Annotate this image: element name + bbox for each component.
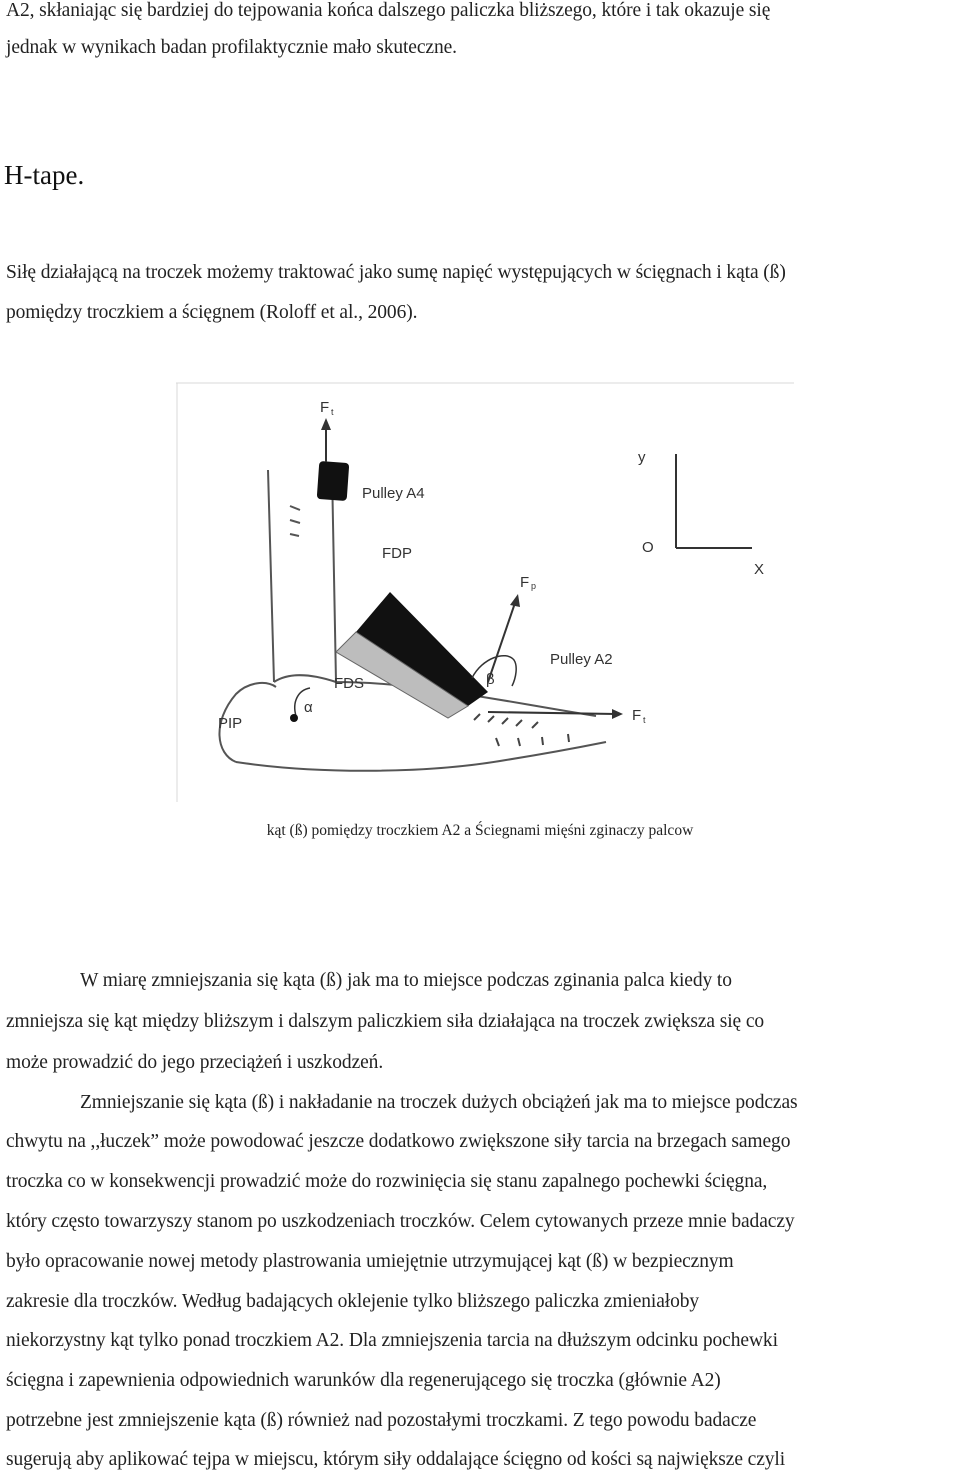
label-ft-right: F [632,707,642,724]
label-fdp: FDP [382,545,412,562]
label-alpha: α [304,699,313,716]
label-axis-y: y [638,449,646,466]
para3-line-8: ścięgna i zapewnienia odpowiednich warunków dla regenerującego się troczka (głównie A2) [6,1370,721,1391]
para3-line-3: troczka co w konsekwencji prowadzić może do rozwinięcia się stanu zapalnego pochewki ścięgna, [6,1171,768,1192]
para3-line-5: było opracowanie nowej metody plastrowania umiejętnie utrzymującej kąt (ß) w bezpiecznym [6,1251,734,1272]
pulley-diagram [176,382,796,802]
label-fp: F [520,574,530,591]
figure-caption: kąt (ß) pomiędzy troczkiem A2 a Ściegnami mięśni zginaczy palcow [266,822,694,839]
para2-line-1: W miarę zmniejszania się kąta (ß) jak ma to miejsce podczas zginania palca kiedy to [80,970,732,991]
para3-line-2: chwytu na ,,łuczek” może powodować jeszcze dodatkowo zwiększone siły tarcia na brzegach samego [6,1131,791,1152]
pulley-a4-shape [317,461,350,501]
para2-line-2: zmniejsza się kąt między bliższym i dalszym paliczkiem siła działająca na troczek zwiększa się co [6,1011,765,1032]
pulley-a2-dashes [474,714,569,746]
label-beta: β [486,671,495,688]
para3-line-7: niekorzystny kąt tylko ponad troczkiem A2. Dla zmniejszenia tarcia na dłuższym odcinku pochewki [6,1330,778,1351]
label-pulley-a2: Pulley A2 [550,651,613,668]
label-ft-top-sub: t [331,407,334,417]
para1-line-1: Siłę działającą na troczek możemy traktować jako sumę napięć występujących w ścięgnach i kąta (ß) [6,262,786,283]
para3-line-4: który często towarzyszy stanom po uszkodzeniach troczków. Celem cytowanych przeze mnie badaczy [6,1211,795,1232]
para3-line-9: potrzebne jest zmniejszenie kąta (ß) również nad pozostałymi troczkami. Z tego powodu badacze [6,1410,757,1431]
label-axis-o: O [642,539,654,556]
intro-line-2: jednak w wynikach badan profilaktycznie mało skuteczne. [6,37,457,58]
para3-line-1: Zmniejszanie się kąta (ß) i nakładanie na troczek dużych obciążeń jak ma to miejsce podczas [80,1092,798,1113]
para3-line-6: zakresie dla troczków. Według badających oklejenie tylko bliższego paliczka zmieniałoby [6,1291,700,1312]
para2-line-3: może prowadzić do jego przeciążeń i uszkodzeń. [6,1052,384,1073]
section-heading: H-tape. [4,160,85,190]
label-axis-x: X [754,561,765,578]
para1-line-2: pomiędzy troczkiem a ścięgnem (Roloff et al., 2006). [6,302,418,323]
label-ft-top: F [320,399,330,416]
label-pip: PIP [218,715,243,732]
label-pulley-a4: Pulley A4 [362,485,425,502]
label-ft-right-sub: t [643,715,646,725]
pip-joint-dot [290,714,298,722]
intro-line-1: A2, skłaniając się bardziej do tejpowania końca dalszego paliczka bliższego, które i tak okazuje się [6,0,771,21]
label-fp-sub: p [531,581,537,591]
distal-phalanx-outline [268,470,336,682]
para3-line-10: sugerują aby aplikować tejpa w miejscu, którym siły oddalające ścięgno od kości są największe czyli [6,1449,786,1470]
label-fds: FDS [334,675,364,692]
